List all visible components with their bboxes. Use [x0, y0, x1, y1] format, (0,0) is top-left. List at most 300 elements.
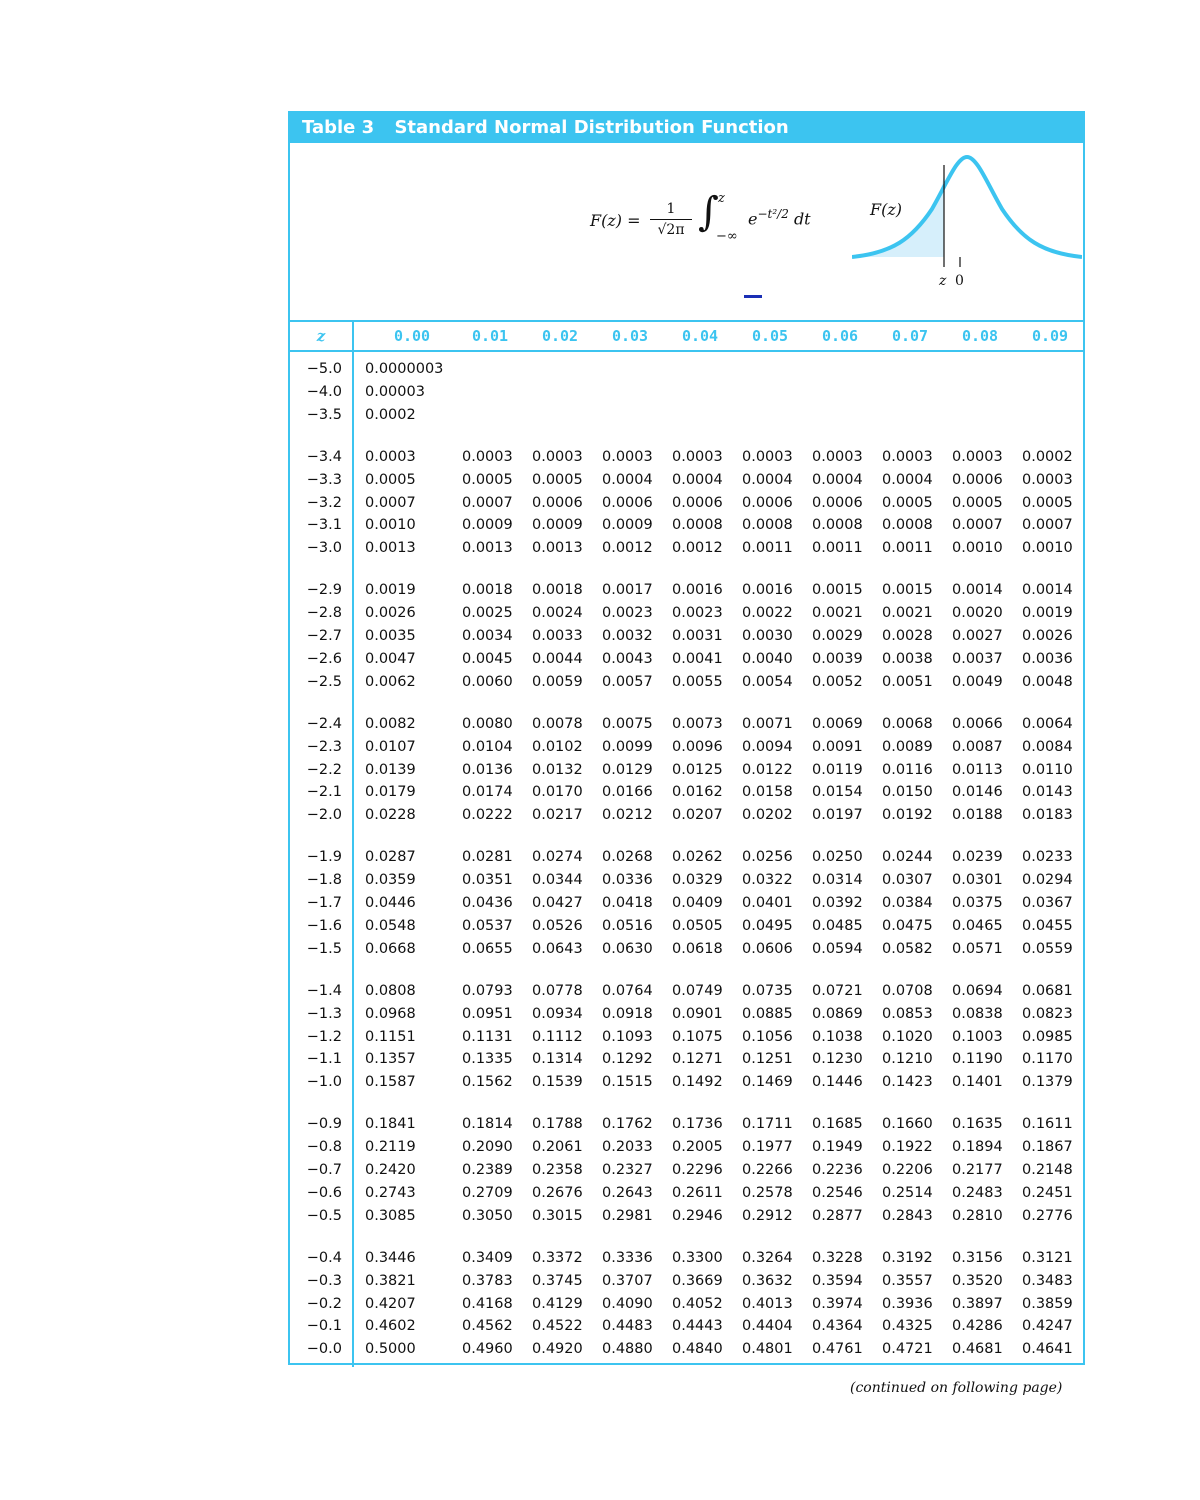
- table-cell: 0.4013: [742, 1295, 793, 1312]
- table-title: Standard Normal Distribution Function: [394, 117, 789, 138]
- row-z-value: −0.2: [306, 1295, 342, 1312]
- table-cell: 0.4840: [672, 1341, 723, 1358]
- table-cell: 0.2611: [672, 1184, 723, 1201]
- row-z-value: −0.1: [306, 1318, 342, 1335]
- table-cell: 0.0005: [882, 494, 933, 511]
- table-cell: 0.0294: [1022, 872, 1073, 889]
- table-cell: 0.0034: [462, 628, 513, 644]
- table-cell: 0.0427: [532, 895, 583, 911]
- table-cell: 0.0344: [532, 872, 583, 889]
- axis-label-z: z: [939, 273, 947, 289]
- table-cell: 0.1611: [1022, 1116, 1073, 1133]
- table-cell: 0.0968: [365, 1005, 416, 1022]
- row-z-value: −1.0: [306, 1074, 342, 1091]
- table-cell: 0.0059: [532, 673, 583, 690]
- table-cell: 0.0418: [602, 895, 653, 911]
- table-row: [290, 1270, 1085, 1292]
- table-cell: 0.0322: [742, 872, 793, 889]
- table-cell: 0.0021: [882, 605, 933, 622]
- table-cell: 0.0078: [532, 715, 583, 732]
- table-cell: 0.3264: [742, 1249, 793, 1266]
- table-row: [290, 514, 1085, 536]
- table-cell: 0.0044: [532, 650, 583, 667]
- table-cell: 0.0630: [602, 940, 653, 957]
- table-cell: 0.3121: [1022, 1249, 1073, 1266]
- table-cell: 0.0516: [602, 917, 653, 934]
- table-cell: 0.1075: [672, 1028, 723, 1045]
- table-cell: 0.0170: [532, 784, 583, 801]
- table-cell: 0.0104: [462, 738, 513, 755]
- table-cell: 0.0082: [365, 715, 416, 732]
- table-row: [290, 671, 1085, 693]
- table-cell: 0.0384: [882, 895, 933, 911]
- table-cell: 0.0367: [1022, 895, 1073, 911]
- table-cell: 0.4721: [882, 1341, 933, 1358]
- table-cell: 0.2877: [812, 1207, 863, 1224]
- row-z-value: −1.1: [306, 1051, 342, 1068]
- table-cell: 0.1112: [532, 1028, 583, 1045]
- table-cell: 0.0681: [1022, 982, 1073, 999]
- table-cell: 0.0014: [952, 582, 1003, 599]
- row-z-value: −4.0: [306, 383, 342, 400]
- table-cell: 0.0012: [672, 540, 723, 557]
- table-cell: 0.0004: [812, 471, 863, 488]
- table-cell: 0.1335: [462, 1051, 513, 1068]
- row-z-value: −3.2: [306, 494, 342, 511]
- table-cell: 0.0052: [812, 673, 863, 690]
- table-cell: 0.3557: [882, 1272, 933, 1289]
- table-cell: 0.0023: [672, 605, 723, 622]
- header-col-5: 0.05: [751, 327, 789, 345]
- table-cell: 0.3707: [602, 1272, 653, 1289]
- table-cell: 0.3300: [672, 1249, 723, 1266]
- table-cell: 0.0307: [882, 872, 933, 889]
- table-row: [290, 404, 1085, 426]
- table-cell: 0.4443: [672, 1318, 723, 1335]
- table-cell: 0.1020: [882, 1028, 933, 1045]
- row-z-value: −1.6: [306, 917, 342, 934]
- table-row: [290, 358, 1085, 380]
- table-row: [290, 781, 1085, 803]
- table-cell: 0.2676: [532, 1184, 583, 1201]
- row-z-value: −0.3: [306, 1272, 342, 1289]
- table-cell: 0.3669: [672, 1272, 723, 1289]
- table-cell: 0.0934: [532, 1005, 583, 1022]
- table-cell: 0.0436: [462, 895, 513, 911]
- table-row: [290, 579, 1085, 601]
- table-row: [290, 1026, 1085, 1048]
- table-cell: 0.0823: [1022, 1005, 1073, 1022]
- table-cell: 0.0080: [462, 715, 513, 732]
- normal-curve-figure: [852, 149, 1082, 299]
- formula-integrand: [748, 207, 811, 228]
- table-cell: 0.0002: [1022, 448, 1073, 465]
- table-cell: 0.1788: [532, 1116, 583, 1133]
- table-cell: 0.0003: [742, 448, 793, 465]
- table-cell: 0.0049: [952, 673, 1003, 690]
- table-cell: 0.0004: [602, 471, 653, 488]
- table-row: [290, 1293, 1085, 1315]
- table-cell: 0.2005: [672, 1139, 723, 1156]
- row-z-value: −5.0: [306, 361, 342, 377]
- table-cell: 0.0110: [1022, 761, 1073, 778]
- formula-fraction: [650, 201, 692, 238]
- table-cell: 0.0918: [602, 1005, 653, 1022]
- table-cell: 0.0066: [952, 715, 1003, 732]
- table-cell: 0.0007: [365, 494, 416, 511]
- table-row: [290, 759, 1085, 781]
- table-cell: 0.0256: [742, 849, 793, 866]
- table-cell: 0.3594: [812, 1272, 863, 1289]
- table-cell: 0.0838: [952, 1005, 1003, 1022]
- table-cell: 0.0026: [365, 605, 416, 622]
- table-cell: 0.3974: [812, 1295, 863, 1312]
- table-cell: 0.0003: [952, 448, 1003, 465]
- table-cell: 0.0197: [812, 807, 863, 824]
- table-cell: 0.3085: [365, 1207, 416, 1224]
- table-cell: 0.0401: [742, 895, 793, 911]
- table-cell: 0.0020: [952, 605, 1003, 622]
- table-cell: 0.0244: [882, 849, 933, 866]
- table-cell: 0.0606: [742, 940, 793, 957]
- table-cell: 0.1762: [602, 1116, 653, 1133]
- table-cell: 0.1379: [1022, 1074, 1073, 1091]
- integrand-base: e: [748, 209, 758, 229]
- table-cell: 0.4207: [365, 1295, 416, 1312]
- table-cell: 0.0212: [602, 807, 653, 824]
- table-row: [290, 648, 1085, 670]
- header-col-6: 0.06: [821, 327, 859, 345]
- table-cell: 0.0004: [742, 471, 793, 488]
- table-cell: 0.0526: [532, 917, 583, 934]
- table-cell: 0.0359: [365, 872, 416, 889]
- table-cell: 0.0003: [1022, 471, 1073, 488]
- table-cell: 0.2946: [672, 1207, 723, 1224]
- header-col-0: 0.00: [393, 327, 431, 345]
- table-cell: 0.0005: [952, 494, 1003, 511]
- table-cell: 0.0025: [462, 605, 513, 622]
- table-cell: 0.0032: [602, 628, 653, 644]
- table-cell: 0.1292: [602, 1051, 653, 1068]
- table-cell: 0.0008: [742, 517, 793, 534]
- row-z-value: −1.9: [306, 849, 342, 866]
- table-row: [290, 736, 1085, 758]
- table-cell: 0.0036: [1022, 650, 1073, 667]
- curve-label: F(z): [870, 200, 903, 219]
- table-cell: 0.1401: [952, 1074, 1003, 1091]
- table-cell: 0.0015: [812, 582, 863, 599]
- table-cell: 0.3859: [1022, 1295, 1073, 1312]
- table-cell: 0.0446: [365, 895, 416, 911]
- table-cell: 0.1003: [952, 1028, 1003, 1045]
- table-row: [290, 492, 1085, 514]
- table-cell: 0.0007: [462, 494, 513, 511]
- table-frame: [288, 111, 1085, 1365]
- table-cell: 0.0202: [742, 807, 793, 824]
- table-cell: 0.0146: [952, 784, 1003, 801]
- row-z-value: −1.5: [306, 940, 342, 957]
- table-cell: 0.0336: [602, 872, 653, 889]
- table-cell: 0.0047: [365, 650, 416, 667]
- table-cell: 0.0375: [952, 895, 1003, 911]
- table-cell: 0.0537: [462, 917, 513, 934]
- table-cell: 0.1056: [742, 1028, 793, 1045]
- row-z-value: −0.4: [306, 1249, 342, 1266]
- table-cell: 0.1170: [1022, 1051, 1073, 1068]
- table-cell: 0.0075: [602, 715, 653, 732]
- table-cell: 0.1841: [365, 1116, 416, 1133]
- table-cell: 0.0351: [462, 872, 513, 889]
- table-cell: 0.0721: [812, 982, 863, 999]
- table-cell: 0.0764: [602, 982, 653, 999]
- table-cell: 0.0007: [952, 517, 1003, 534]
- table-row: [290, 938, 1085, 960]
- table-cell: 0.2546: [812, 1184, 863, 1201]
- row-z-value: −0.0: [306, 1341, 342, 1358]
- table-cell: 0.0985: [1022, 1028, 1073, 1045]
- table-cell: 0.0019: [365, 582, 416, 599]
- table-cell: 0.0174: [462, 784, 513, 801]
- table-cell: 0.5000: [365, 1341, 416, 1358]
- table-cell: 0.1736: [672, 1116, 723, 1133]
- table-cell: 0.0064: [1022, 715, 1073, 732]
- table-cell: 0.0132: [532, 761, 583, 778]
- table-cell: 0.2206: [882, 1162, 933, 1178]
- table-cell: 0.2843: [882, 1207, 933, 1224]
- row-z-value: −1.4: [306, 982, 342, 999]
- table-cell: 0.2483: [952, 1184, 1003, 1201]
- table-cell: 0.0099: [602, 738, 653, 755]
- table-cell: 0.1949: [812, 1139, 863, 1156]
- table-cell: 0.1922: [882, 1139, 933, 1156]
- table-cell: 0.2033: [602, 1139, 653, 1156]
- table-cell: 0.0029: [812, 628, 863, 644]
- table-cell: 0.1660: [882, 1116, 933, 1133]
- table-cell: 0.0057: [602, 673, 653, 690]
- table-row: [290, 1048, 1085, 1070]
- table-cell: 0.0183: [1022, 807, 1073, 824]
- table-cell: 0.3409: [462, 1249, 513, 1266]
- table-row: [290, 1205, 1085, 1227]
- table-cell: 0.0694: [952, 982, 1003, 999]
- table-cell: 0.0087: [952, 738, 1003, 755]
- table-cell: 0.0084: [1022, 738, 1073, 755]
- table-cell: 0.0668: [365, 940, 416, 957]
- table-cell: 0.0028: [882, 628, 933, 644]
- table-cell: 0.0116: [882, 761, 933, 778]
- table-cell: 0.2177: [952, 1162, 1003, 1178]
- table-cell: 0.0314: [812, 872, 863, 889]
- table-cell: 0.0793: [462, 982, 513, 999]
- table-cell: 0.0287: [365, 849, 416, 866]
- table-cell: 0.0004: [672, 471, 723, 488]
- table-cell: 0.0005: [1022, 494, 1073, 511]
- table-cell: 0.1867: [1022, 1139, 1073, 1156]
- table-cell: 0.0655: [462, 940, 513, 957]
- table-cell: 0.3228: [812, 1249, 863, 1266]
- table-cell: 0.0268: [602, 849, 653, 866]
- formula-dt: dt: [793, 209, 811, 229]
- table-cell: 0.0853: [882, 1005, 933, 1022]
- table-cell: 0.0119: [812, 761, 863, 778]
- table-cell: 0.1271: [672, 1051, 723, 1068]
- table-cell: 0.1446: [812, 1074, 863, 1091]
- table-cell: 0.3372: [532, 1249, 583, 1266]
- table-cell: 0.0089: [882, 738, 933, 755]
- table-cell: 0.0006: [952, 471, 1003, 488]
- table-cell: 0.0409: [672, 895, 723, 911]
- table-cell: 0.0011: [882, 540, 933, 557]
- row-z-value: −1.3: [306, 1005, 342, 1022]
- row-z-value: −2.0: [306, 807, 342, 824]
- row-z-value: −3.3: [306, 471, 342, 488]
- formula-denominator: √2π: [657, 222, 685, 238]
- table-cell: 0.0096: [672, 738, 723, 755]
- table-row: [290, 1003, 1085, 1025]
- table-cell: 0.2643: [602, 1184, 653, 1201]
- table-cell: 0.0003: [462, 448, 513, 465]
- table-cell: 0.3336: [602, 1249, 653, 1266]
- table-cell: 0.0455: [1022, 917, 1073, 934]
- table-cell: 0.1423: [882, 1074, 933, 1091]
- table-cell: 0.4129: [532, 1295, 583, 1312]
- table-cell: 0.0162: [672, 784, 723, 801]
- header-col-7: 0.07: [891, 327, 929, 345]
- table-cell: 0.2981: [602, 1207, 653, 1224]
- table-cell: 0.1190: [952, 1051, 1003, 1068]
- table-cell: 0.0901: [672, 1005, 723, 1022]
- table-cell: 0.0505: [672, 917, 723, 934]
- table-cell: 0.0026: [1022, 628, 1073, 644]
- table-cell: 0.4364: [812, 1318, 863, 1335]
- table-cell: 0.2090: [462, 1139, 513, 1156]
- table-cell: 0.0008: [812, 517, 863, 534]
- table-cell: 0.0485: [812, 917, 863, 934]
- continued-note: (continued on following page): [850, 1380, 1063, 1396]
- table-cell: 0.2148: [1022, 1162, 1073, 1178]
- table-cell: 0.0222: [462, 807, 513, 824]
- table-cell: 0.4641: [1022, 1341, 1073, 1358]
- table-cell: 0.0778: [532, 982, 583, 999]
- table-cell: 0.3783: [462, 1272, 513, 1289]
- table-cell: 0.0060: [462, 673, 513, 690]
- table-cell: 0.0239: [952, 849, 1003, 866]
- table-cell: 0.0139: [365, 761, 416, 778]
- table-cell: 0.2327: [602, 1162, 653, 1178]
- table-cell: 0.0069: [812, 715, 863, 732]
- table-cell: 0.4960: [462, 1341, 513, 1358]
- table-cell: 0.0166: [602, 784, 653, 801]
- table-cell: 0.0009: [462, 517, 513, 534]
- table-cell: 0.0019: [1022, 605, 1073, 622]
- table-cell: 0.0016: [672, 582, 723, 599]
- table-cell: 0.0188: [952, 807, 1003, 824]
- table-cell: 0.0005: [532, 471, 583, 488]
- table-cell: 0.0062: [365, 673, 416, 690]
- table-cell: 0.1515: [602, 1074, 653, 1091]
- table-cell: 0.0233: [1022, 849, 1073, 866]
- table-cell: 0.0008: [672, 517, 723, 534]
- table-row: [290, 602, 1085, 624]
- table-row: [290, 381, 1085, 403]
- table-cell: 0.0571: [952, 940, 1003, 957]
- table-cell: 0.0003: [882, 448, 933, 465]
- row-z-value: −2.5: [306, 673, 342, 690]
- table-cell: 0.0005: [365, 471, 416, 488]
- table-cell: 0.0018: [462, 582, 513, 599]
- integral-sign: ∫: [698, 189, 719, 235]
- table-cell: 0.0749: [672, 982, 723, 999]
- table-cell: 0.0582: [882, 940, 933, 957]
- table-cell: 0.0073: [672, 715, 723, 732]
- table-cell: 0.0113: [952, 761, 1003, 778]
- table-cell: 0.2709: [462, 1184, 513, 1201]
- table-cell: 0.0262: [672, 849, 723, 866]
- table-row: [290, 1338, 1085, 1360]
- table-cell: 0.0039: [812, 650, 863, 667]
- table-cell: 0.2514: [882, 1184, 933, 1201]
- table-cell: 0.0158: [742, 784, 793, 801]
- table-cell: 0.0002: [365, 406, 416, 423]
- table-cell: 0.0129: [602, 761, 653, 778]
- table-cell: 0.4325: [882, 1318, 933, 1335]
- table-cell: 0.4052: [672, 1295, 723, 1312]
- table-cell: 0.3015: [532, 1207, 583, 1224]
- table-cell: 0.1711: [742, 1116, 793, 1133]
- table-cell: 0.3446: [365, 1249, 416, 1266]
- table-row: [290, 846, 1085, 868]
- table-cell: 0.0006: [532, 494, 583, 511]
- table-cell: 0.0125: [672, 761, 723, 778]
- table-cell: 0.2420: [365, 1162, 416, 1178]
- table-cell: 0.4168: [462, 1295, 513, 1312]
- table-cell: 0.4286: [952, 1318, 1003, 1335]
- table-cell: 0.0015: [882, 582, 933, 599]
- table-cell: 0.0102: [532, 738, 583, 755]
- table-row: [290, 1071, 1085, 1093]
- table-cell: 0.3821: [365, 1272, 416, 1289]
- table-cell: 0.0011: [742, 540, 793, 557]
- table-cell: 0.4522: [532, 1318, 583, 1335]
- table-cell: 0.4247: [1022, 1318, 1073, 1335]
- table-cell: 0.1357: [365, 1051, 416, 1068]
- table-cell: 0.3192: [882, 1249, 933, 1266]
- table-cell: 0.0012: [602, 540, 653, 557]
- table-cell: 0.2119: [365, 1139, 416, 1156]
- table-cell: 0.0154: [812, 784, 863, 801]
- table-cell: 0.0024: [532, 605, 583, 622]
- table-cell: 0.2389: [462, 1162, 513, 1178]
- table-cell: 0.1210: [882, 1051, 933, 1068]
- row-z-value: −3.5: [306, 406, 342, 423]
- table-cell: 0.1635: [952, 1116, 1003, 1133]
- table-cell: 0.0013: [365, 540, 416, 557]
- table-cell: 0.0041: [672, 650, 723, 667]
- row-z-value: −3.0: [306, 540, 342, 557]
- table-cell: 0.0107: [365, 738, 416, 755]
- table-cell: 0.0136: [462, 761, 513, 778]
- table-cell: 0.0869: [812, 1005, 863, 1022]
- table-cell: 0.00003: [365, 383, 425, 400]
- table-cell: 0.4090: [602, 1295, 653, 1312]
- table-cell: 0.0008: [882, 517, 933, 534]
- table-cell: 0.0735: [742, 982, 793, 999]
- table-cell: 0.0885: [742, 1005, 793, 1022]
- table-cell: 0.0143: [1022, 784, 1073, 801]
- table-cell: 0.0009: [532, 517, 583, 534]
- table-cell: 0.0010: [365, 517, 416, 534]
- table-cell: 0.2912: [742, 1207, 793, 1224]
